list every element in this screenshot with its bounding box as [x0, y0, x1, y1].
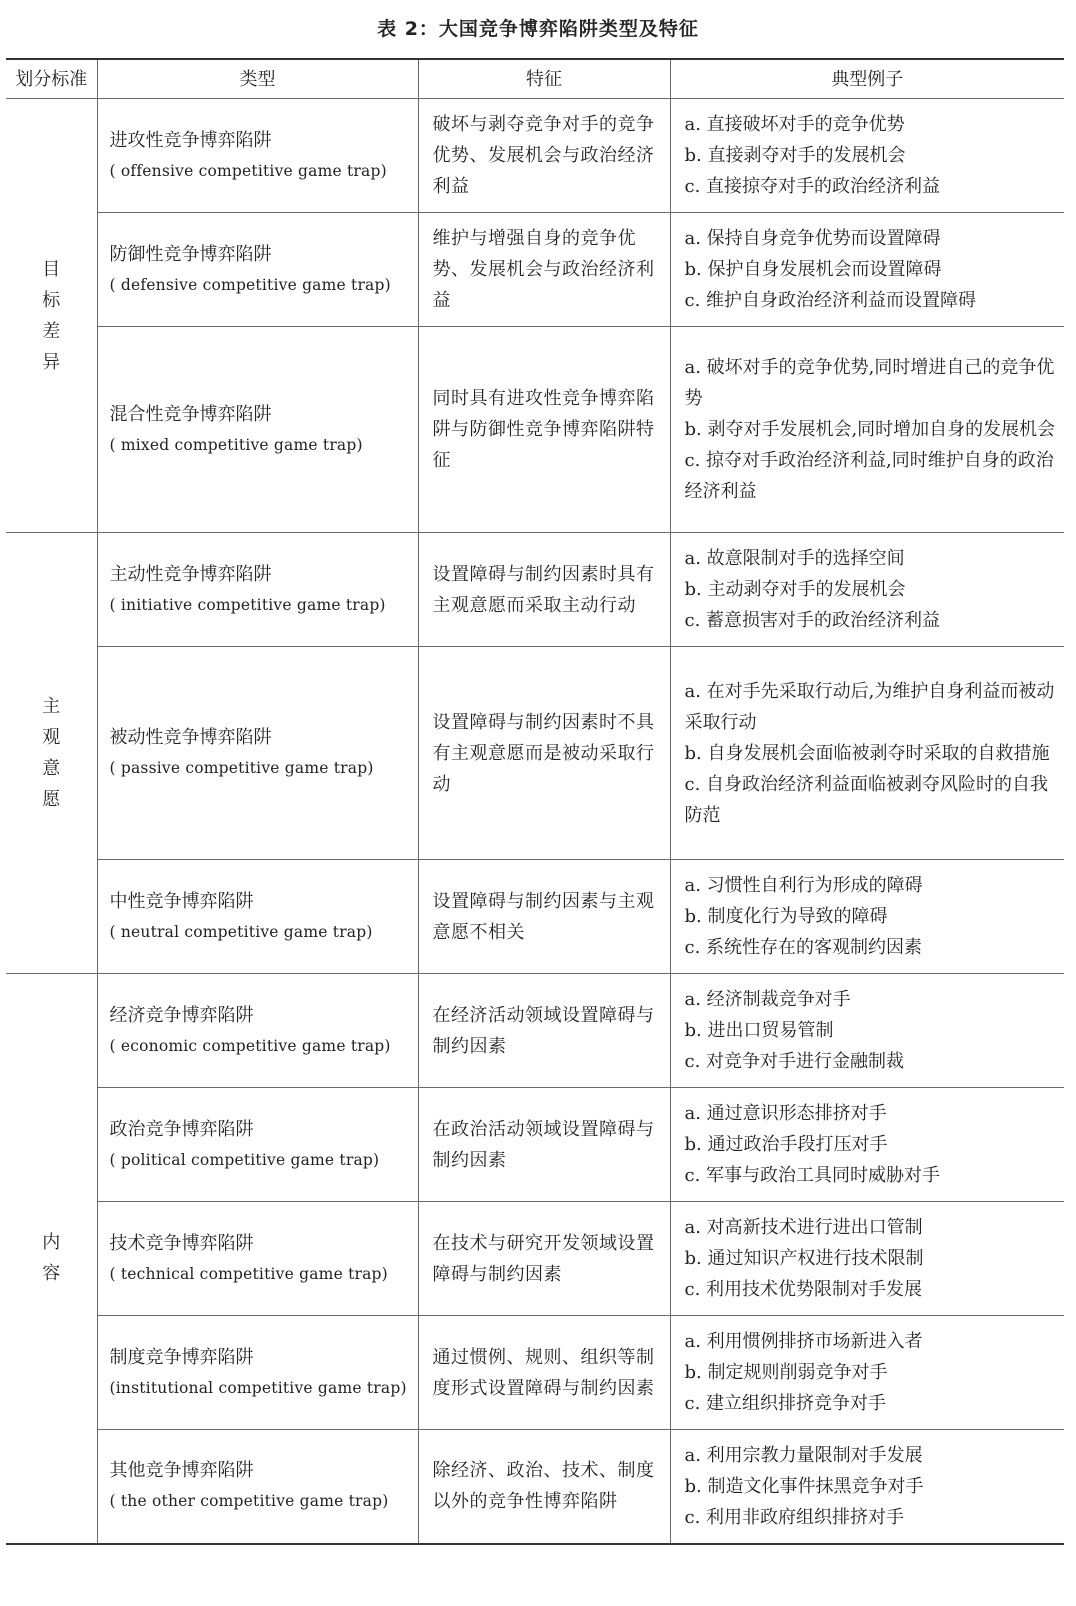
examples-cell	[670, 860, 1064, 974]
table-row	[6, 860, 1064, 974]
table-row	[6, 1202, 1064, 1316]
type-name-en: ( mixed competitive game trap)	[109, 435, 363, 454]
type-name-en: ( the other competitive game trap)	[109, 1492, 389, 1511]
type-name-en: ( economic competitive game trap)	[109, 1036, 391, 1055]
type-name-en: ( political competitive game trap)	[109, 1150, 380, 1169]
example-item: a. 经济制裁竞争对手	[684, 989, 851, 1010]
feature-cell: 通过惯例、规则、组织等制度形式设置障碍与制约因素	[418, 1316, 670, 1430]
examples-cell	[670, 99, 1064, 213]
type-cell	[97, 860, 418, 974]
example-item: a. 利用惯例排挤市场新进入者	[684, 1331, 923, 1352]
example-item: c. 利用技术优势限制对手发展	[684, 1279, 923, 1300]
example-item: c. 军事与政治工具同时威胁对手	[684, 1165, 941, 1186]
example-item: c. 蓄意损害对手的政治经济利益	[684, 610, 941, 631]
type-name-cn: 主动性竞争博弈陷阱	[109, 563, 272, 585]
criterion-char: 观	[42, 727, 61, 748]
example-item: a. 故意限制对手的选择空间	[684, 548, 905, 569]
examples-cell	[670, 1088, 1064, 1202]
type-cell	[97, 1088, 418, 1202]
feature-cell: 在经济活动领域设置障碍与制约因素	[418, 974, 670, 1088]
example-item: b. 直接剥夺对手的发展机会	[684, 145, 906, 166]
type-name-cn: 制度竞争博弈陷阱	[109, 1346, 254, 1368]
table-title: 表 2：大国竞争博弈陷阱类型及特征	[377, 18, 699, 40]
example-item: a. 破坏对手的竞争优势,同时增进自己的竞争优势	[684, 357, 1055, 409]
table-row	[6, 1430, 1064, 1544]
type-name-en: ( offensive competitive game trap)	[109, 161, 387, 180]
feature-cell: 在政治活动领域设置障碍与制约因素	[418, 1088, 670, 1202]
criterion-cell	[6, 974, 97, 1544]
header-row	[6, 59, 1064, 99]
example-item: c. 利用非政府组织排挤对手	[684, 1506, 905, 1528]
type-name-cn: 技术竞争博弈陷阱	[109, 1232, 254, 1254]
example-item: a. 对高新技术进行进出口管制	[684, 1217, 923, 1238]
example-item: b. 自身发展机会面临被剥夺时采取的自救措施	[684, 742, 1050, 764]
example-item: b. 通过知识产权进行技术限制	[684, 1248, 924, 1269]
example-item: a. 利用宗教力量限制对手发展	[684, 1444, 923, 1466]
type-cell	[97, 213, 418, 327]
header-type: 类型	[97, 59, 418, 99]
examples-cell	[670, 327, 1064, 533]
example-item: c. 系统性存在的客观制约因素	[684, 937, 923, 958]
criterion-char: 愿	[42, 789, 61, 810]
type-name-cn: 混合性竞争博弈陷阱	[109, 403, 272, 425]
type-cell	[97, 1430, 418, 1544]
example-item: a. 保持自身竞争优势而设置障碍	[684, 228, 941, 249]
type-cell	[97, 533, 418, 647]
feature-cell: 设置障碍与制约因素与主观意愿不相关	[418, 860, 670, 974]
criterion-char: 标	[42, 289, 61, 311]
example-item: c. 自身政治经济利益面临被剥夺风险时的自我防范	[684, 773, 1049, 826]
feature-cell: 破坏与剥夺竞争对手的竞争优势、发展机会与政治经济利益	[418, 99, 670, 213]
example-item: a. 在对手先采取行动后,为维护自身利益而被动采取行动	[684, 680, 1055, 733]
example-item: a. 直接破坏对手的竞争优势	[684, 114, 905, 135]
table-row	[6, 213, 1064, 327]
criterion-char: 主	[42, 696, 61, 717]
example-item: a. 通过意识形态排挤对手	[684, 1103, 887, 1124]
type-name-en: (institutional competitive game trap)	[109, 1378, 407, 1397]
examples-cell	[670, 647, 1064, 860]
criterion-char: 意	[42, 758, 61, 779]
example-item: b. 进出口贸易管制	[684, 1020, 834, 1041]
type-name-en: ( initiative competitive game trap)	[109, 595, 386, 614]
table-body	[6, 99, 1064, 1544]
type-cell	[97, 974, 418, 1088]
feature-cell: 设置障碍与制约因素时不具有主观意愿而是被动采取行动	[418, 647, 670, 860]
table-row	[6, 1316, 1064, 1430]
examples-cell	[670, 974, 1064, 1088]
type-name-cn: 政治竞争博弈陷阱	[109, 1118, 254, 1140]
example-item: b. 通过政治手段打压对手	[684, 1134, 888, 1155]
examples-cell	[670, 1430, 1064, 1544]
header-feature: 特征	[418, 59, 670, 99]
header-examples: 典型例子	[670, 59, 1064, 99]
criterion-char: 目	[42, 258, 61, 280]
type-cell	[97, 327, 418, 533]
criterion-char: 内	[42, 1232, 61, 1254]
table-row	[6, 647, 1064, 860]
type-name-cn: 中性竞争博弈陷阱	[109, 890, 254, 912]
type-name-cn: 被动性竞争博弈陷阱	[109, 727, 272, 748]
example-item: b. 制定规则削弱竞争对手	[684, 1362, 888, 1383]
example-item: c. 掠夺对手政治经济利益,同时维护自身的政治经济利益	[684, 450, 1054, 502]
type-name-cn: 防御性竞争博弈陷阱	[109, 243, 272, 265]
examples-cell	[670, 533, 1064, 647]
type-cell	[97, 1202, 418, 1316]
feature-cell: 维护与增强自身的竞争优势、发展机会与政治经济利益	[418, 213, 670, 327]
type-cell	[97, 99, 418, 213]
examples-cell	[670, 213, 1064, 327]
type-name-cn: 经济竞争博弈陷阱	[109, 1004, 254, 1026]
type-name-en: ( defensive competitive game trap)	[109, 275, 391, 294]
example-item: c. 维护自身政治经济利益而设置障碍	[684, 290, 977, 311]
table-row	[6, 99, 1064, 213]
criterion-cell	[6, 99, 97, 533]
example-item: b. 主动剥夺对手的发展机会	[684, 579, 906, 600]
type-cell	[97, 647, 418, 860]
criterion-cell	[6, 533, 97, 974]
example-item: c. 对竞争对手进行金融制裁	[684, 1051, 905, 1072]
example-item: c. 建立组织排挤竞争对手	[684, 1393, 887, 1414]
example-item: b. 剥夺对手发展机会,同时增加自身的发展机会	[684, 419, 1056, 440]
example-item: c. 直接掠夺对手的政治经济利益	[684, 176, 941, 197]
feature-cell: 除经济、政治、技术、制度以外的竞争性博弈陷阱	[418, 1430, 670, 1544]
example-item: b. 制造文化事件抹黑竞争对手	[684, 1475, 924, 1497]
example-item: a. 习惯性自利行为形成的障碍	[684, 875, 923, 896]
criterion-char: 差	[42, 320, 61, 342]
criterion-char: 异	[42, 351, 61, 373]
type-cell	[97, 1316, 418, 1430]
example-item: b. 制度化行为导致的障碍	[684, 906, 888, 927]
table-row	[6, 327, 1064, 533]
feature-cell: 同时具有进攻性竞争博弈陷阱与防御性竞争博弈陷阱特征	[418, 327, 670, 533]
feature-cell: 在技术与研究开发领域设置障碍与制约因素	[418, 1202, 670, 1316]
trap-types-table	[6, 58, 1064, 1545]
table-row	[6, 533, 1064, 647]
criterion-char: 容	[42, 1263, 61, 1285]
examples-cell	[670, 1316, 1064, 1430]
type-name-en: ( neutral competitive game trap)	[109, 922, 373, 941]
type-name-en: ( technical competitive game trap)	[109, 1264, 388, 1283]
header-criterion: 划分标准	[6, 59, 97, 99]
type-name-cn: 进攻性竞争博弈陷阱	[109, 129, 272, 151]
type-name-cn: 其他竞争博弈陷阱	[109, 1460, 254, 1482]
examples-cell	[670, 1202, 1064, 1316]
type-name-en: ( passive competitive game trap)	[109, 759, 374, 777]
table-row	[6, 974, 1064, 1088]
example-item: b. 保护自身发展机会而设置障碍	[684, 259, 942, 280]
table-row	[6, 1088, 1064, 1202]
feature-cell: 设置障碍与制约因素时具有主观意愿而采取主动行动	[418, 533, 670, 647]
